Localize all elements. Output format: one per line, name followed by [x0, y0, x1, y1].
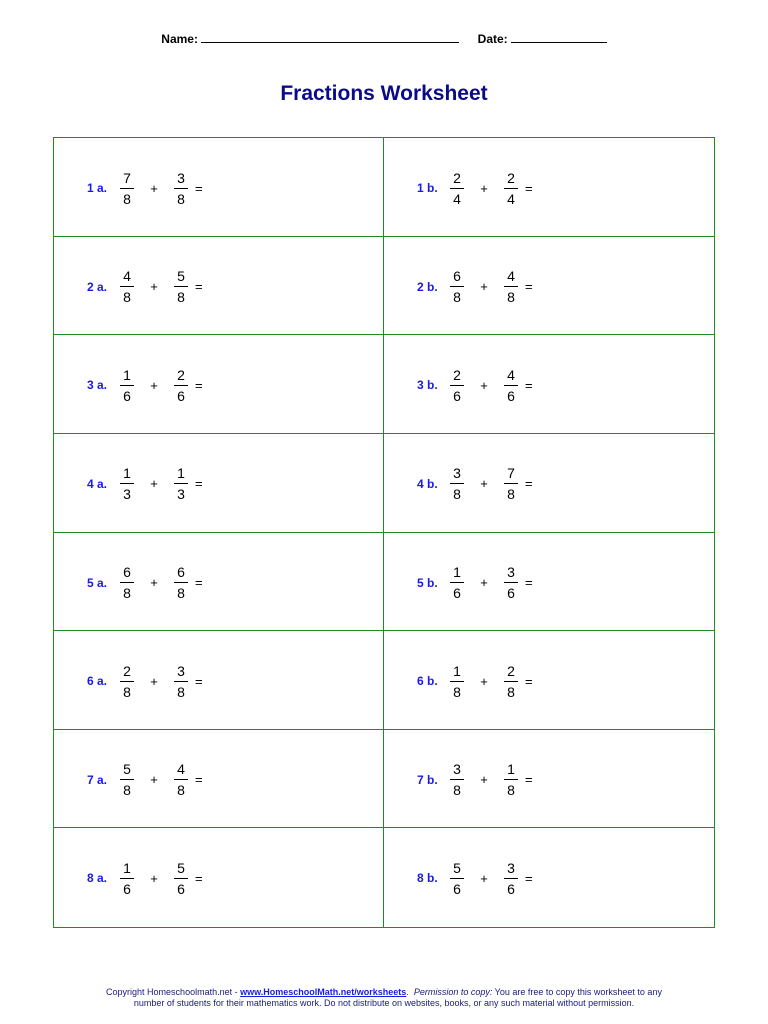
- problem: [417, 858, 533, 898]
- problem-label: 6 b.: [417, 674, 438, 689]
- fraction-bar: [450, 483, 464, 484]
- fraction-bar: [120, 681, 134, 682]
- problem-cell: [54, 533, 384, 632]
- numerator: 4: [177, 761, 185, 778]
- permission-label: Permission to copy:: [413, 987, 493, 997]
- fraction-bar: [174, 286, 188, 287]
- fraction-bar: [504, 681, 518, 682]
- equals-sign: =: [195, 180, 203, 196]
- numerator: 3: [177, 662, 185, 679]
- denominator: 6: [177, 880, 185, 897]
- problem: [417, 168, 533, 208]
- equals-sign: =: [525, 377, 533, 393]
- fraction-2: [173, 564, 189, 601]
- homeschoolmath-link[interactable]: www.HomeschoolMath.net/worksheets: [240, 987, 407, 997]
- denominator: 8: [453, 486, 461, 503]
- fraction-2: [173, 761, 189, 798]
- numerator: 1: [177, 465, 185, 482]
- plus-operator: +: [480, 476, 488, 492]
- fraction-2: [503, 663, 519, 700]
- plus-operator: +: [480, 870, 488, 886]
- problem-cell: [54, 631, 384, 730]
- plus-operator: +: [480, 279, 488, 295]
- fraction-1: [119, 465, 135, 502]
- footer: [0, 987, 768, 1009]
- problem: [417, 563, 533, 603]
- fraction-1: [449, 367, 465, 404]
- numerator: 2: [453, 366, 461, 383]
- problem-label: 1 a.: [87, 181, 108, 195]
- name-label: Name:: [161, 32, 198, 46]
- equals-sign: =: [195, 575, 203, 590]
- equals-sign: =: [195, 772, 203, 788]
- numerator: 6: [123, 564, 131, 580]
- problem-cell: [384, 533, 714, 632]
- fraction-bar: [504, 483, 518, 484]
- fraction-bar: [174, 681, 188, 682]
- numerator: 1: [123, 465, 131, 482]
- fraction-2: [503, 761, 519, 798]
- denominator: 8: [177, 585, 185, 601]
- plus-operator: +: [150, 476, 158, 492]
- denominator: 8: [453, 289, 461, 306]
- problem-cell: [384, 138, 714, 237]
- fraction-2: [503, 564, 519, 601]
- denominator: 8: [453, 683, 461, 700]
- numerator: 6: [177, 564, 185, 580]
- denominator: 8: [507, 289, 515, 306]
- denominator: 8: [177, 683, 185, 700]
- problem: [417, 365, 533, 405]
- numerator: 3: [177, 169, 185, 186]
- plus-operator: +: [150, 180, 158, 196]
- denominator: 6: [177, 387, 185, 404]
- problem-cell: [384, 237, 714, 336]
- footer-line-1: Copyright Homeschoolmath.net - www.HomeschoolMath.net/worksheets. Permission to copy: You are free to copy this worksheet to any: [106, 987, 662, 997]
- fraction-bar: [174, 385, 188, 386]
- numerator: 5: [453, 859, 461, 876]
- numerator: 3: [507, 859, 515, 876]
- numerator: 2: [507, 662, 515, 679]
- fraction-bar: [120, 483, 134, 484]
- denominator: 3: [177, 486, 185, 503]
- fraction-bar: [504, 878, 518, 879]
- problem-label: 5 b.: [417, 575, 438, 590]
- problem-cell: [54, 730, 384, 829]
- denominator: 6: [507, 387, 515, 404]
- denominator: 8: [123, 683, 131, 700]
- denominator: 6: [123, 387, 131, 404]
- problem-cell: [54, 434, 384, 533]
- numerator: 2: [177, 366, 185, 383]
- fraction-2: [173, 367, 189, 404]
- worksheet-title: Fractions Worksheet: [280, 82, 488, 105]
- problem-label: 8 b.: [417, 871, 438, 886]
- name-blank-line[interactable]: [201, 30, 459, 43]
- permission-text: You are free to copy this worksheet to any: [492, 987, 662, 997]
- numerator: 5: [123, 761, 131, 778]
- problem: [87, 267, 203, 307]
- problem: [87, 760, 203, 800]
- equals-sign: =: [525, 870, 533, 886]
- problem: [87, 661, 203, 701]
- problem-label: 4 b.: [417, 476, 438, 491]
- header: [0, 30, 768, 46]
- fraction-1: [449, 170, 465, 207]
- fraction-2: [503, 860, 519, 897]
- numerator: 7: [123, 169, 131, 186]
- problem-label: 5 a.: [87, 575, 108, 590]
- fraction-bar: [174, 779, 188, 780]
- equals-sign: =: [195, 279, 203, 295]
- problem-cell: [54, 335, 384, 434]
- numerator: 1: [453, 662, 461, 679]
- denominator: 3: [123, 486, 131, 503]
- fraction-1: [449, 663, 465, 700]
- problem-cell: [54, 138, 384, 237]
- plus-operator: +: [150, 575, 158, 590]
- denominator: 4: [453, 190, 461, 207]
- problem-label: 1 b.: [417, 181, 438, 195]
- problem: [417, 760, 533, 800]
- plus-operator: +: [480, 575, 488, 590]
- equals-sign: =: [525, 279, 533, 295]
- fraction-bar: [120, 582, 134, 583]
- denominator: 8: [123, 782, 131, 799]
- numerator: 2: [507, 169, 515, 186]
- name-field: [161, 30, 459, 46]
- denominator: 8: [177, 289, 185, 306]
- fraction-bar: [174, 483, 188, 484]
- denominator: 8: [507, 782, 515, 799]
- denominator: 8: [123, 289, 131, 306]
- numerator: 1: [123, 859, 131, 876]
- numerator: 4: [123, 268, 131, 285]
- fraction-bar: [504, 188, 518, 189]
- problem-cell: [384, 631, 714, 730]
- problem: [417, 464, 533, 504]
- denominator: 6: [507, 585, 515, 601]
- plus-operator: +: [150, 870, 158, 886]
- problem-label: 7 b.: [417, 772, 438, 787]
- numerator: 1: [453, 564, 461, 580]
- plus-operator: +: [150, 772, 158, 788]
- problem-label: 2 b.: [417, 279, 438, 294]
- problem-label: 3 a.: [87, 378, 108, 393]
- fraction-bar: [120, 286, 134, 287]
- fraction-2: [173, 663, 189, 700]
- numerator: 1: [123, 366, 131, 383]
- numerator: 3: [453, 465, 461, 482]
- problem: [87, 464, 203, 504]
- fraction-1: [449, 860, 465, 897]
- denominator: 8: [123, 585, 131, 601]
- fraction-1: [449, 564, 465, 601]
- fraction-1: [119, 761, 135, 798]
- fraction-1: [449, 465, 465, 502]
- fraction-bar: [450, 681, 464, 682]
- problem-cell: [384, 434, 714, 533]
- fraction-bar: [120, 188, 134, 189]
- fraction-bar: [450, 286, 464, 287]
- fraction-1: [119, 663, 135, 700]
- date-blank-line[interactable]: [511, 30, 607, 43]
- fraction-1: [119, 268, 135, 305]
- problem: [87, 365, 203, 405]
- fraction-bar: [504, 286, 518, 287]
- footer-line-2: number of students for their mathematics work. Do not distribute on websites, books, or any such material without permission.: [133, 998, 635, 1008]
- problem-label: 4 a.: [87, 476, 108, 491]
- denominator: 8: [507, 486, 515, 503]
- fraction-1: [119, 860, 135, 897]
- fraction-2: [503, 170, 519, 207]
- fraction-2: [503, 268, 519, 305]
- fraction-bar: [450, 779, 464, 780]
- problem-label: 2 a.: [87, 279, 108, 294]
- denominator: 8: [123, 190, 131, 207]
- problem-label: 7 a.: [87, 772, 108, 787]
- plus-operator: +: [480, 377, 488, 393]
- plus-operator: +: [480, 673, 488, 689]
- denominator: 6: [453, 880, 461, 897]
- denominator: 6: [453, 387, 461, 404]
- equals-sign: =: [525, 575, 533, 590]
- date-field: [478, 30, 607, 46]
- problem-grid: [53, 137, 715, 928]
- equals-sign: =: [195, 377, 203, 393]
- numerator: 1: [507, 761, 515, 778]
- denominator: 6: [123, 880, 131, 897]
- plus-operator: +: [150, 377, 158, 393]
- problem-cell: [384, 730, 714, 829]
- problem-cell: [54, 237, 384, 336]
- problem-cell: [384, 828, 714, 927]
- plus-operator: +: [480, 180, 488, 196]
- fraction-bar: [120, 779, 134, 780]
- denominator: 6: [453, 585, 461, 601]
- numerator: 5: [177, 268, 185, 285]
- fraction-bar: [120, 385, 134, 386]
- fraction-1: [119, 564, 135, 601]
- equals-sign: =: [195, 870, 203, 886]
- equals-sign: =: [525, 180, 533, 196]
- problem: [417, 661, 533, 701]
- denominator: 8: [507, 683, 515, 700]
- fraction-bar: [504, 385, 518, 386]
- fraction-2: [173, 465, 189, 502]
- plus-operator: +: [150, 279, 158, 295]
- fraction-bar: [174, 582, 188, 583]
- problem-cell: [54, 828, 384, 927]
- equals-sign: =: [195, 673, 203, 689]
- fraction-1: [449, 268, 465, 305]
- denominator: 8: [177, 190, 185, 207]
- problem: [87, 168, 203, 208]
- fraction-bar: [504, 582, 518, 583]
- fraction-bar: [450, 385, 464, 386]
- numerator: 4: [507, 366, 515, 383]
- fraction-1: [119, 170, 135, 207]
- date-label: Date:: [477, 32, 508, 46]
- fraction-bar: [450, 188, 464, 189]
- numerator: 2: [453, 169, 461, 186]
- fraction-1: [449, 761, 465, 798]
- numerator: 3: [507, 564, 515, 580]
- numerator: 7: [507, 465, 515, 482]
- numerator: 3: [453, 761, 461, 778]
- problem-cell: [384, 335, 714, 434]
- numerator: 5: [177, 859, 185, 876]
- fraction-bar: [174, 188, 188, 189]
- equals-sign: =: [195, 476, 203, 492]
- fraction-2: [503, 367, 519, 404]
- fraction-bar: [504, 779, 518, 780]
- numerator: 6: [453, 268, 461, 285]
- fraction-2: [173, 170, 189, 207]
- fraction-2: [173, 860, 189, 897]
- problem: [417, 267, 533, 307]
- copyright-text: Copyright Homeschoolmath.net -: [106, 987, 241, 997]
- problem-label: 3 b.: [417, 378, 438, 393]
- denominator: 8: [177, 782, 185, 799]
- equals-sign: =: [525, 476, 533, 492]
- fraction-2: [173, 268, 189, 305]
- denominator: 6: [507, 880, 515, 897]
- denominator: 4: [507, 190, 515, 207]
- problem: [87, 858, 203, 898]
- fraction-bar: [120, 878, 134, 879]
- numerator: 2: [123, 662, 131, 679]
- plus-operator: +: [480, 772, 488, 788]
- fraction-1: [119, 367, 135, 404]
- equals-sign: =: [525, 673, 533, 689]
- denominator: 8: [453, 782, 461, 799]
- plus-operator: +: [150, 673, 158, 689]
- problem: [87, 563, 203, 603]
- problem-label: 8 a.: [87, 871, 108, 886]
- fraction-bar: [450, 582, 464, 583]
- fraction-bar: [174, 878, 188, 879]
- fraction-2: [503, 465, 519, 502]
- numerator: 4: [507, 268, 515, 285]
- equals-sign: =: [525, 772, 533, 788]
- fraction-bar: [450, 878, 464, 879]
- problem-label: 6 a.: [87, 674, 108, 689]
